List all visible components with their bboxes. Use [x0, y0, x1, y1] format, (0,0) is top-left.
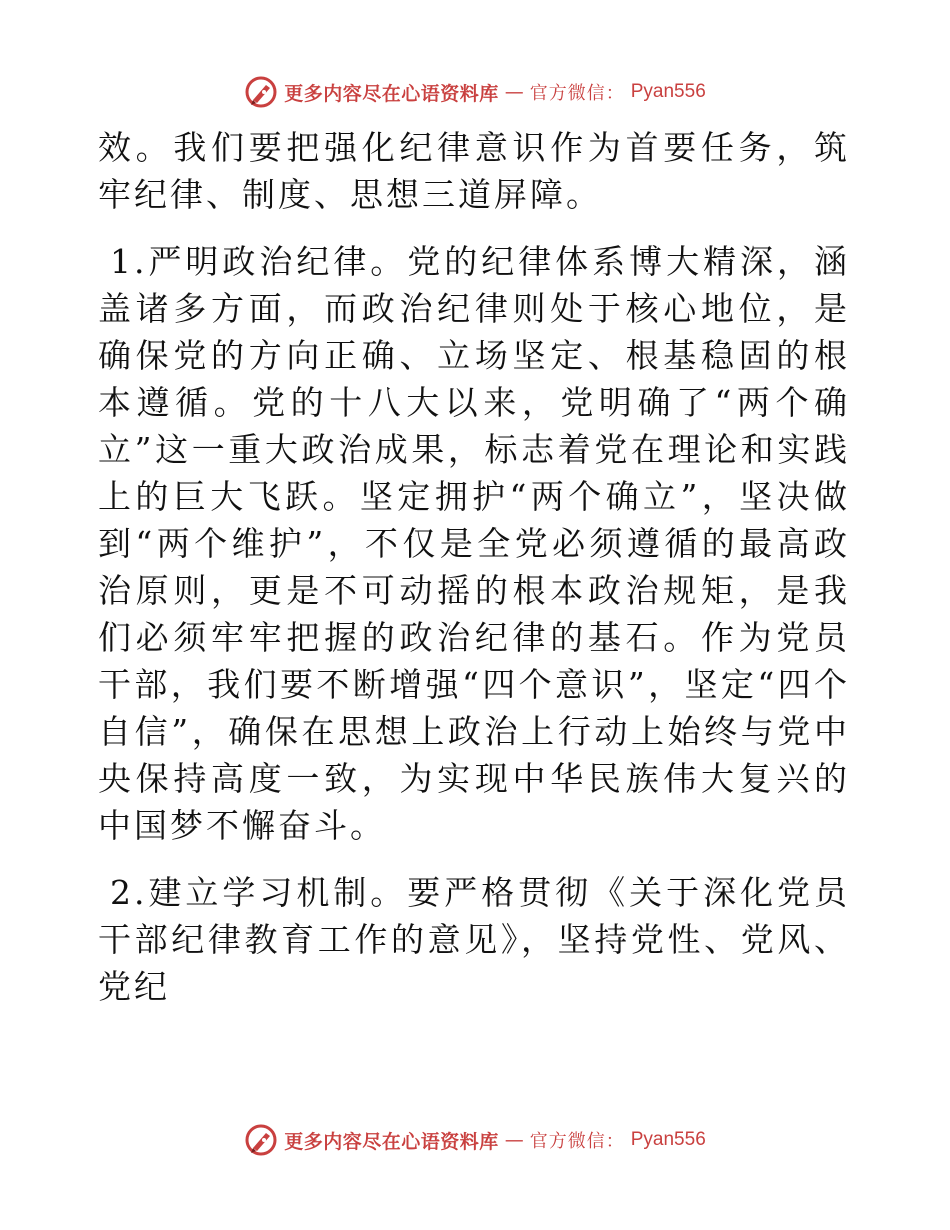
watermark-separator: — [504, 81, 524, 103]
watermark-account: Pyan556 [630, 1129, 706, 1150]
document-body [98, 124, 850, 1010]
paragraph-continuation: 效。我们要把强化纪律意识作为首要任务，筑牢纪律、制度、思想三道屏障。 [98, 128, 850, 214]
watermark-brand: 更多内容尽在心语资料库 [284, 1130, 499, 1153]
watermark-brand: 更多内容尽在心语资料库 [284, 82, 499, 105]
watermark-account: Pyan556 [630, 81, 706, 102]
pen-logo-icon [244, 75, 278, 109]
paragraph-learning-mechanism: 2.建立学习机制。要严格贯彻《关于深化党员干部纪律教育工作的意见》，坚持党性、党风、党纪 [98, 873, 850, 1006]
paragraph-political-discipline: 1.严明政治纪律。党的纪律体系博大精深，涵盖诸多方面，而政治纪律则处于核心地位，是确保党的方向正确、立场坚定、根基稳固的根本遵循。党的十八大以来，党明确了“两个确立”这一重大政治成果，标志着党在理论和实践上的巨大飞跃。坚定拥护“两个确立”，坚决做到“两个维护”，不仅是全党必须遵循的最高政治原则，更是不可动摇的根本政治规矩，是我们必须牢牢把握的政治纪律的基石。作为党员干部，我们要不断增强“四个意识”，坚定“四个自信”，确保在思想上政治上行动上始终与党中央保持高度一致，为实现中华民族伟大复兴的中国梦不懈奋斗。 [98, 242, 850, 845]
watermark-wechat-label: 官方微信： [529, 83, 625, 104]
footer-watermark [0, 1122, 950, 1158]
watermark-wechat-label: 官方微信： [529, 1131, 625, 1152]
header-watermark [0, 74, 950, 110]
pen-logo-icon [244, 1123, 278, 1157]
watermark-separator: — [504, 1129, 524, 1151]
